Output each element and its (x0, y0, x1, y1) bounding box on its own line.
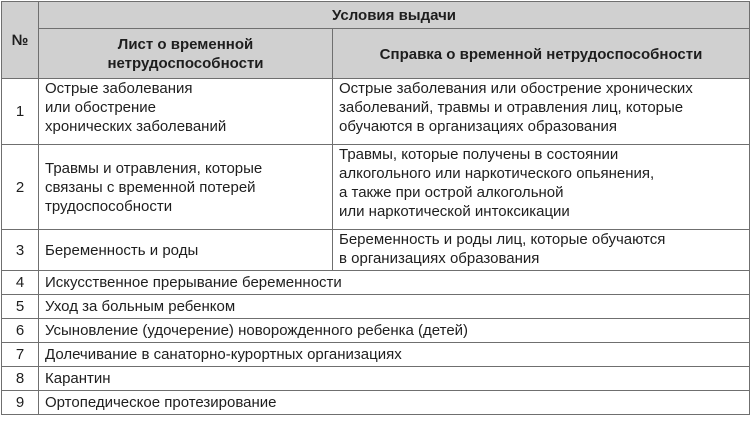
certificate-condition: Травмы, которые получены в состоянии алкогольного или наркотического опьянения, а также при острой алкогольной или наркотической интоксикации (333, 145, 750, 230)
sick-leave-condition: Беременность и роды (39, 230, 333, 271)
table-row (2, 271, 750, 295)
row-number: 2 (2, 145, 39, 230)
shared-condition: Уход за больным ребенком (39, 295, 750, 319)
table-row (2, 145, 750, 230)
shared-condition: Карантин (39, 367, 750, 391)
certificate-condition: Острые заболевания или обострение хронических заболеваний, травмы и отравления лиц, которые обучаются в организациях образования (333, 79, 750, 145)
shared-condition: Усыновление (удочерение) новорожденного ребенка (детей) (39, 319, 750, 343)
row-number: 5 (2, 295, 39, 319)
shared-condition: Ортопедическое протезирование (39, 391, 750, 415)
sick-leave-condition: Острые заболевания или обострение хронических заболеваний (39, 79, 333, 145)
row-number: 4 (2, 271, 39, 295)
table-row (2, 343, 750, 367)
shared-condition: Искусственное прерывание беременности (39, 271, 750, 295)
table-row (2, 391, 750, 415)
table-row (2, 79, 750, 145)
table-row (2, 295, 750, 319)
row-number: 3 (2, 230, 39, 271)
table-row (2, 230, 750, 271)
certificate-condition: Беременность и роды лиц, которые обучаются в организациях образования (333, 230, 750, 271)
shared-condition: Долечивание в санаторно-курортных организациях (39, 343, 750, 367)
certificate-header: Справка о временной нетрудоспособности (333, 29, 750, 79)
table-row (2, 319, 750, 343)
sick-leave-condition: Травмы и отравления, которые связаны с временной потерей трудоспособности (39, 145, 333, 230)
number-header: № (2, 2, 39, 79)
row-number: 7 (2, 343, 39, 367)
row-number: 8 (2, 367, 39, 391)
conditions-header: Условия выдачи (39, 2, 750, 29)
table-row (2, 367, 750, 391)
conditions-table (1, 1, 750, 415)
row-number: 6 (2, 319, 39, 343)
row-number: 9 (2, 391, 39, 415)
sick-leave-header: Лист о временной нетрудоспособности (39, 29, 333, 79)
row-number: 1 (2, 79, 39, 145)
